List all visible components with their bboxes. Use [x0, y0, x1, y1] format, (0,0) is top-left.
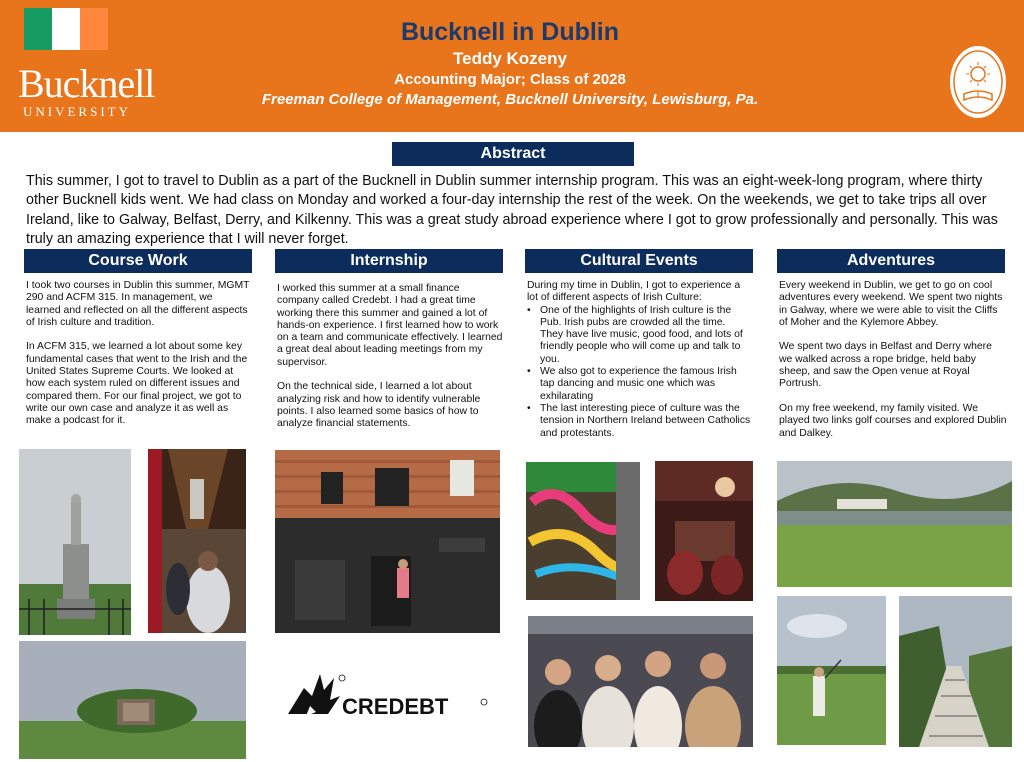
poster-title: Bucknell in Dublin [400, 18, 620, 46]
monument-photo [19, 641, 246, 759]
abstract-text: This summer, I got to travel to Dublin as a part of the Bucknell in Dublin summer internship program. This was an eight-week-long program, where thirty other Bucknell kids went. We had class on Monday and worked a four-day internship the rest of the week. On the weekends, we get to take trips all over Ireland, like to Galway, Belfast, Derry, and Kilkenny. This was a great study abroad experience where I got to grow professionally and personally. This was truly an amazing experience that I will never forget. [26, 173, 998, 248]
abstract-heading: Abstract [392, 142, 634, 166]
office-building-photo [275, 450, 500, 633]
graffiti-photo [526, 462, 640, 600]
pub-photo [655, 461, 753, 601]
adventures-heading: Adventures [777, 249, 1005, 273]
internship-text [277, 283, 503, 443]
list-item: • The last interesting piece of culture was the tension in Northern Ireland between Catholics and protestants. [527, 403, 751, 440]
poster-header [0, 0, 1024, 132]
friends-photo [528, 616, 753, 747]
adventures-paragraph: We spent two days in Belfast and Derry where we walked across a rope bridge, held baby sheep, and saw the Open venue at Royal Portrush. [779, 341, 992, 390]
list-item: • We also got to experience the famous Irish tap dancing and music one which was exhilarating [527, 366, 751, 403]
course-work-heading: Course Work [24, 249, 252, 273]
course-work-paragraph: In ACFM 315, we learned a lot about some key fundamental cases that went to the Irish and the United States Supreme Courts. We looked at how each system ruled on different issues and compared them. For our final project, we got to write our own case and analyze it as well as make a podcast for it. [26, 341, 248, 427]
author-name: Teddy Kozeny [453, 49, 567, 68]
author-major: Accounting Major; Class of 2028 [394, 71, 626, 88]
logo-wordmark: Bucknell [18, 61, 155, 106]
internship-paragraph: On the technical side, I learned a lot about analyzing risk and how to identify vulnerable points. I also learned some basics of how to analyze financial statements. [277, 381, 481, 430]
logo-subtitle: UNIVERSITY [23, 104, 131, 119]
adventures-paragraph: On my free weekend, my family visited. We played two links golf courses and explored Dublin and Dalkey. [779, 402, 1007, 439]
cultural-events-intro: During my time in Dublin, I got to experience a lot of different aspects of Irish Culture: [527, 280, 741, 304]
author-affiliation: Freeman College of Management, Bucknell University, Lewisburg, Pa. [261, 91, 759, 108]
rope-bridge-photo [899, 596, 1012, 747]
internship-paragraph: I worked this summer at a small finance company called Credebt. I had a great time working there this summer and gained a lot of hands-on experience. I first learned how to work on a team and communicate effectively. I learned a great deal about leading meetings from my supervisor. [277, 283, 503, 368]
cultural-events-text [527, 280, 751, 440]
bucknell-logo [18, 61, 155, 120]
university-seal-icon [948, 44, 1008, 120]
title-block [200, 0, 820, 108]
adventures-paragraph: Every weekend in Dublin, we get to go on cool adventures every weekend. We spent two nights in Galway, where we were able to visit the Cliffs of Moher and the Kylemore Abbey. [779, 280, 1003, 328]
cultural-events-heading: Cultural Events [525, 249, 753, 273]
internship-heading: Internship [275, 249, 503, 273]
golf-photo [777, 596, 886, 745]
cultural-events-list [527, 305, 751, 440]
course-work-paragraph: I took two courses in Dublin this summer, MGMT 290 and ACFM 315. In management, we learned and reflected on all the different aspects of Irish culture and tradition. [26, 280, 250, 328]
irish-flag-icon [24, 8, 108, 50]
statue-photo [19, 449, 131, 635]
kylemore-landscape-photo [777, 461, 1012, 587]
credebt-logo-text: CREDEBT [342, 694, 449, 719]
library-photo [148, 449, 246, 633]
adventures-text [779, 280, 1007, 452]
credebt-logo [282, 666, 492, 720]
list-item: • One of the highlights of Irish culture is the Pub. Irish pubs are crowded all the time. They have live music, good food, and lots of friendly people who will come up and talk to you. [527, 305, 751, 366]
course-work-text [26, 280, 250, 440]
